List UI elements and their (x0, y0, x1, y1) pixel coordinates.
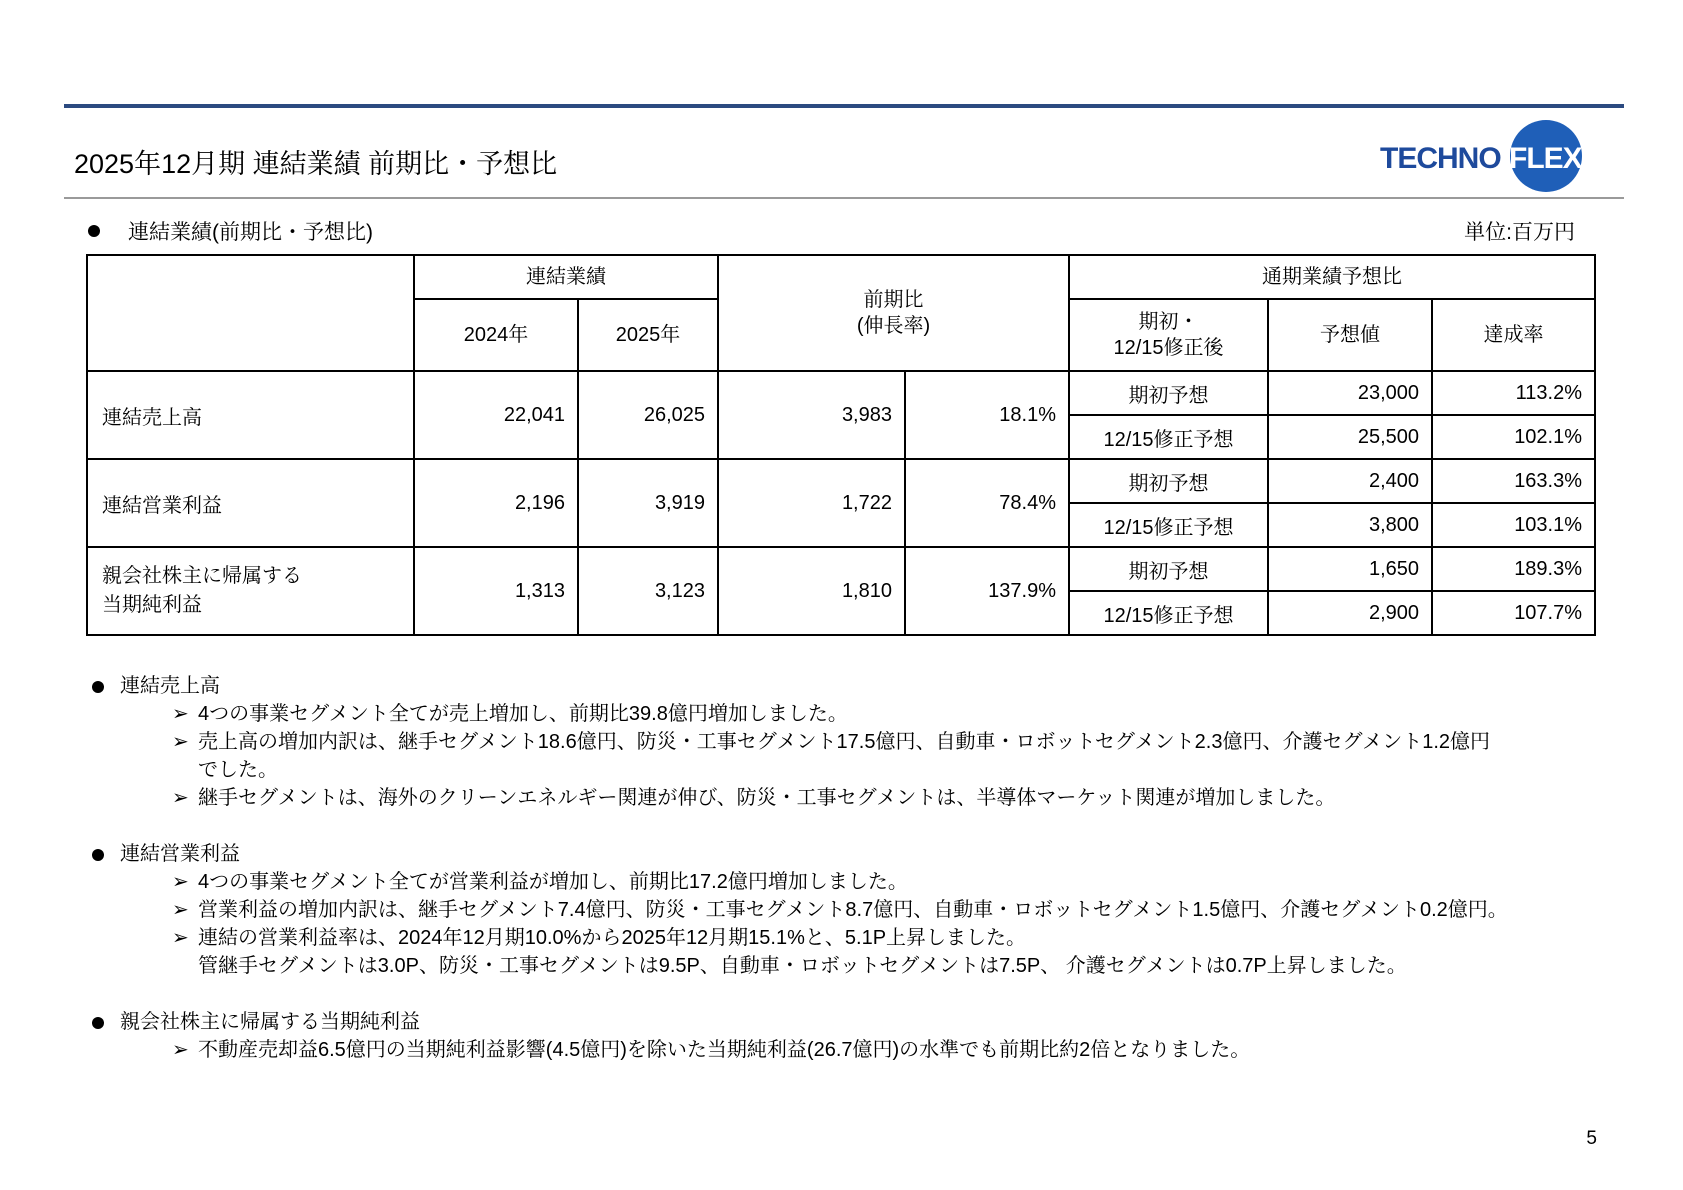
forecast-basis: 期初予想 (1069, 547, 1268, 591)
value-2024: 1,313 (414, 547, 578, 635)
performance-table (86, 254, 1596, 636)
value-2025: 3,919 (578, 459, 718, 547)
forecast-basis: 12/15修正予想 (1069, 415, 1268, 459)
arrow-bullet-icon: ➢ (172, 731, 189, 753)
arrow-bullet-icon: ➢ (172, 703, 189, 725)
header-2025: 2025年 (578, 299, 718, 371)
forecast-value: 1,650 (1268, 547, 1432, 591)
note-item: ➢ 4つの事業セグメント全てが営業利益が増加し、前期比17.2億円増加しました。 (88, 868, 1508, 896)
forecast-value: 23,000 (1268, 371, 1432, 415)
note-item: ➢ 売上高の増加内訳は、継手セグメント18.6億円、防災・工事セグメント17.5億円、自動車・ロボットセグメント2.3億円、介護セグメント1.2億円 (88, 728, 1508, 756)
forecast-rate: 103.1% (1432, 503, 1595, 547)
note-heading: 連結売上高 (88, 672, 1508, 700)
arrow-bullet-icon: ➢ (172, 1039, 189, 1061)
value-diff: 3,983 (718, 371, 905, 459)
table-row (87, 459, 1595, 503)
header-forecast-value: 予想値 (1268, 299, 1432, 371)
value-2025: 3,123 (578, 547, 718, 635)
header-forecast-basis: 期初・ 12/15修正後 (1069, 299, 1268, 371)
forecast-value: 25,500 (1268, 415, 1432, 459)
forecast-rate: 102.1% (1432, 415, 1595, 459)
value-growth: 18.1% (905, 371, 1069, 459)
arrow-bullet-icon: ➢ (172, 787, 189, 809)
note-item-continuation: 管継手セグメントは3.0P、防災・工事セグメントは9.5P、自動車・ロボットセグメントは7.5P、 介護セグメントは0.7P上昇しました。 (198, 955, 1407, 977)
row-label: 親会社株主に帰属する 当期純利益 (87, 547, 414, 635)
note-heading: 親会社株主に帰属する当期純利益 (88, 1008, 1508, 1036)
forecast-rate: 107.7% (1432, 591, 1595, 635)
note-heading: 連結営業利益 (88, 840, 1508, 868)
header-rule (64, 104, 1624, 108)
header-forecast: 通期業績予想比 (1069, 255, 1595, 299)
header-achievement: 達成率 (1432, 299, 1595, 371)
note-item: ➢ 不動産売却益6.5億円の当期純利益影響(4.5億円)を除いた当期純利益(26.7億円)の水準でも前期比約2倍となりました。 (88, 1036, 1508, 1064)
page-title: 2025年12月期 連結業績 前期比・予想比 (74, 149, 558, 179)
forecast-basis: 期初予想 (1069, 459, 1268, 503)
forecast-rate: 189.3% (1432, 547, 1595, 591)
commentary (88, 672, 1508, 1064)
value-growth: 137.9% (905, 547, 1069, 635)
header-2024: 2024年 (414, 299, 578, 371)
note-item: ➢ 営業利益の増加内訳は、継手セグメント7.4億円、防災・工事セグメント8.7億円、自動車・ロボットセグメント1.5億円、介護セグメント0.2億円。 (88, 896, 1508, 924)
svg-text:TECHNO: TECHNO (1380, 142, 1501, 175)
forecast-rate: 163.3% (1432, 459, 1595, 503)
value-2024: 22,041 (414, 371, 578, 459)
arrow-bullet-icon: ➢ (172, 899, 189, 921)
forecast-rate: 113.2% (1432, 371, 1595, 415)
forecast-basis: 12/15修正予想 (1069, 503, 1268, 547)
unit-label: 単位:百万円 (1464, 221, 1575, 244)
note-item-continuation: でした。 (198, 759, 278, 781)
forecast-value: 3,800 (1268, 503, 1432, 547)
header-consolidated: 連結業績 (414, 255, 718, 299)
forecast-value: 2,400 (1268, 459, 1432, 503)
forecast-basis: 期初予想 (1069, 371, 1268, 415)
value-diff: 1,810 (718, 547, 905, 635)
row-label: 連結営業利益 (87, 459, 414, 547)
table-row (87, 547, 1595, 591)
value-diff: 1,722 (718, 459, 905, 547)
section-heading: 連結業績(前期比・予想比) (88, 216, 373, 246)
value-2025: 26,025 (578, 371, 718, 459)
table-corner (87, 255, 414, 371)
title-rule (64, 197, 1624, 199)
note-item: ➢ 4つの事業セグメント全てが売上増加し、前期比39.8億円増加しました。 (88, 700, 1508, 728)
technoflex-logo (1376, 120, 1586, 192)
page-number: 5 (1586, 1128, 1597, 1149)
bullet-icon (88, 225, 100, 237)
note-item: ➢ 継手セグメントは、海外のクリーンエネルギー関連が伸び、防災・工事セグメントは、半導体マーケット関連が増加しました。 (88, 784, 1508, 812)
svg-text:FLEX: FLEX (1509, 142, 1582, 175)
arrow-bullet-icon: ➢ (172, 927, 189, 949)
header-yoy: 前期比 (伸長率) (718, 255, 1069, 371)
arrow-bullet-icon: ➢ (172, 871, 189, 893)
note-item: ➢ 連結の営業利益率は、2024年12月期10.0%から2025年12月期15.1%と、5.1P上昇しました。 (88, 924, 1508, 952)
row-label: 連結売上高 (87, 371, 414, 459)
value-growth: 78.4% (905, 459, 1069, 547)
table-row (87, 371, 1595, 415)
value-2024: 2,196 (414, 459, 578, 547)
forecast-basis: 12/15修正予想 (1069, 591, 1268, 635)
forecast-value: 2,900 (1268, 591, 1432, 635)
